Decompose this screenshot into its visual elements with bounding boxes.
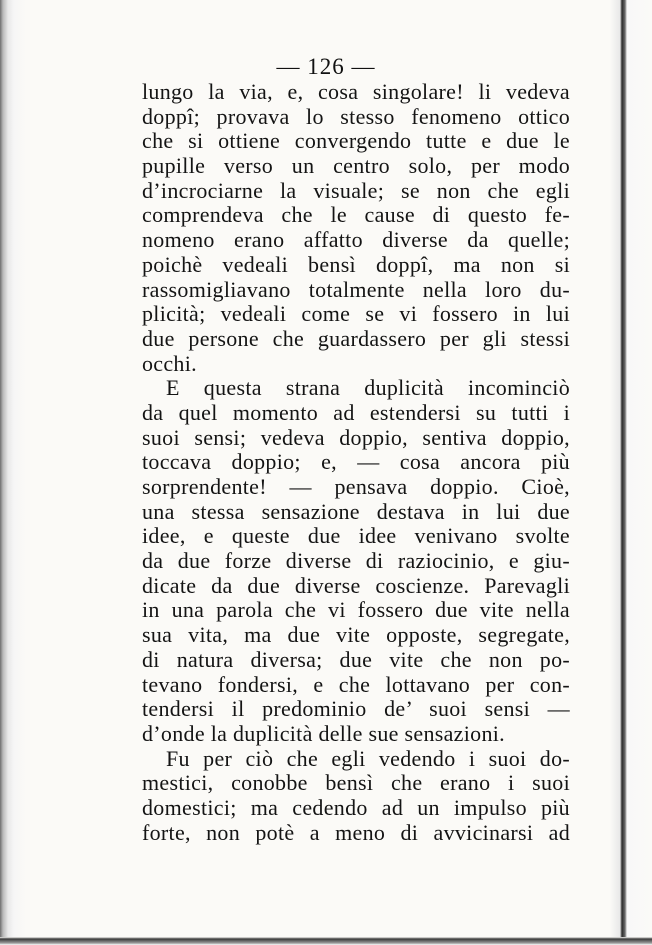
text-line: che si ottiene convergendo tutte e due le bbox=[142, 128, 570, 154]
body-text bbox=[142, 80, 570, 845]
text-line: una stessa sensazione destava in lui due bbox=[142, 498, 570, 524]
text-line: sua vita, ma due vite opposte, segregate, bbox=[142, 622, 570, 648]
text-line: rassomigliavano totalmente nella loro du- bbox=[142, 276, 570, 302]
text-line: doppî; provava lo stesso fenomeno ottico bbox=[142, 103, 570, 129]
binding-shadow-left bbox=[0, 0, 26, 945]
page-bottom-edge bbox=[0, 937, 652, 945]
page-number-header: — 126 — bbox=[276, 54, 376, 79]
text-line: Fu per ciò che egli vedendo i suoi do- bbox=[166, 745, 570, 771]
text-line: in una parola che vi fossero due vite nella bbox=[142, 597, 570, 623]
binding-shadow-right bbox=[610, 0, 652, 945]
text-line: lungo la via, e, cosa singolare! li vedeva bbox=[142, 79, 570, 104]
text-line: da due forze diverse di raziocinio, e giu- bbox=[142, 548, 570, 574]
text-line: nomeno erano affatto diverse da quelle; bbox=[142, 227, 570, 253]
text-line: d’onde la duplicità delle sue sensazioni. bbox=[142, 720, 505, 746]
text-line: due persone che guardassero per gli stessi bbox=[142, 325, 570, 351]
text-line: comprendeva che le cause di questo fe- bbox=[142, 202, 570, 228]
text-line: mestici, conobbe bensì che erano i suoi bbox=[142, 770, 570, 796]
text-line: tevano fondersi, e che lottavano per con- bbox=[142, 671, 570, 697]
text-line: toccava doppio; e, — cosa ancora più bbox=[142, 449, 570, 475]
text-line: poichè vedeali bensì doppî, ma non si bbox=[142, 251, 570, 277]
text-line: d’incrociarne la visuale; se non che egli bbox=[142, 177, 570, 203]
text-line: pupille verso un centro solo, per modo bbox=[142, 153, 570, 179]
text-line: da quel momento ad estendersi su tutti i bbox=[142, 399, 570, 425]
text-line: forte, non potè a meno di avvicinarsi ad bbox=[142, 819, 570, 845]
text-line: plicità; vedeali come se vi fossero in lui bbox=[142, 301, 570, 327]
text-line: dicate da due diverse coscienze. Parevagli bbox=[142, 572, 570, 598]
text-line: tendersi il predominio de’ suoi sensi — bbox=[142, 696, 570, 722]
text-line: idee, e queste due idee venivano svolte bbox=[142, 523, 570, 549]
text-line: occhi. bbox=[142, 350, 197, 376]
text-line: suoi sensi; vedeva doppio, sentiva doppio, bbox=[142, 424, 570, 450]
text-line: di natura diversa; due vite che non po- bbox=[142, 646, 570, 672]
text-line: domestici; ma cedendo ad un impulso più bbox=[142, 794, 570, 820]
text-line: sorprendente! — pensava doppio. Cioè, bbox=[142, 474, 570, 499]
text-line: E questa strana duplicità incominciò bbox=[166, 375, 570, 401]
